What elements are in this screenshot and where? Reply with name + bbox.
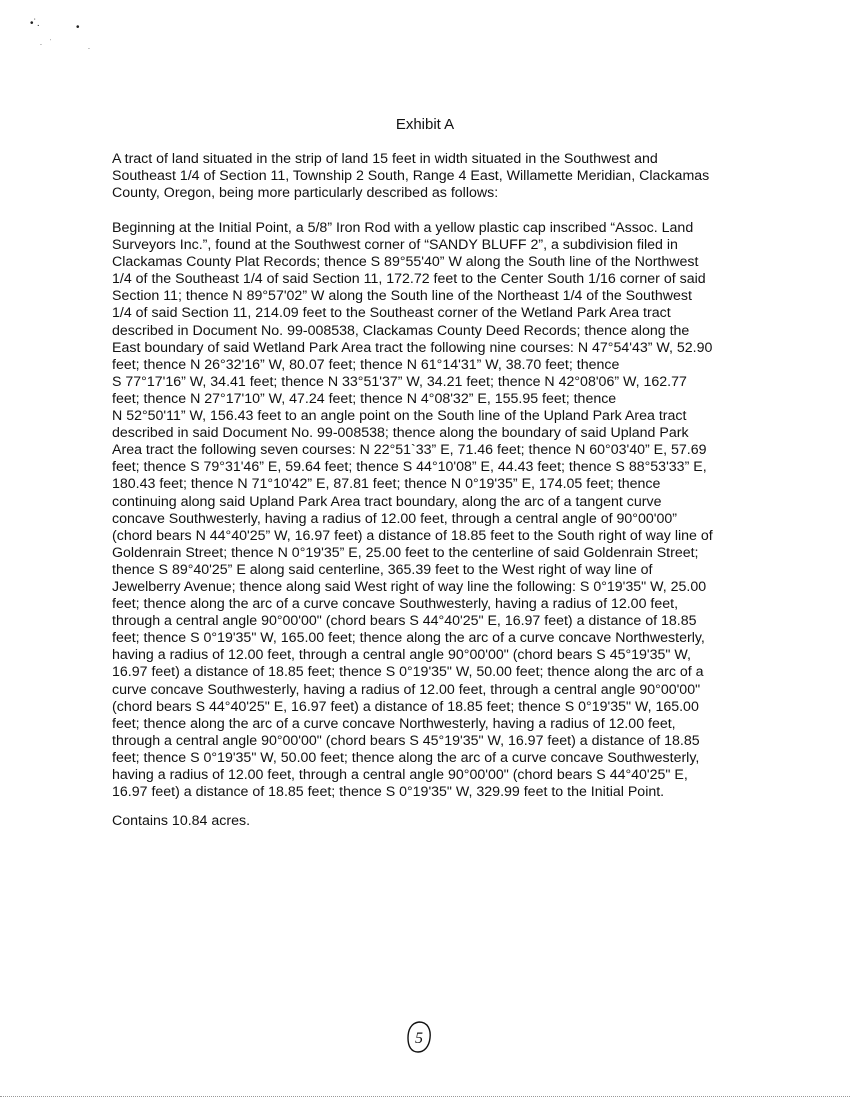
text-line: described in Document No. 99-008538, Clackamas County Deed Records; thence along the bbox=[112, 322, 690, 339]
text-line: through a central angle 90°00'00" (chord bears S 44°40'25" E, 16.97 feet) a distance of 18.85 bbox=[112, 613, 697, 630]
text-line: 180.43 feet; thence N 71°10'42” E, 87.81 feet; thence N 0°19'35” E, 174.05 feet; thence bbox=[112, 476, 661, 493]
text-line: described in said Document No. 99-008538; thence along the boundary of said Upland Park bbox=[112, 425, 689, 442]
text-line: thence S 89°40'25” E along said centerline, 365.39 feet to the West right of way line of bbox=[112, 561, 653, 578]
text-line: having a radius of 12.00 feet, through a central angle 90°00'00" (chord bears S 44°40'25" E, bbox=[112, 767, 688, 783]
text-line: Jewelberry Avenue; thence along said West right of way line the following: S 0°19'35" W, 25.00 bbox=[112, 578, 707, 595]
scan-artifact: . bbox=[88, 44, 90, 51]
intro-paragraph bbox=[112, 151, 737, 202]
scan-artifact: . ˙ bbox=[40, 40, 53, 47]
scan-artifact: •˙. bbox=[30, 18, 40, 29]
text-line: Beginning at the Initial Point, a 5/8” Iron Rod with a yellow plastic cap inscribed “Assoc. Land bbox=[112, 220, 694, 236]
text-line: Southeast 1/4 of Section 11, Township 2 South, Range 4 East, Willamette Meridian, Clackamas bbox=[112, 168, 710, 185]
text-line: S 77°17'16” W, 34.41 feet; thence N 33°51'37” W, 34.21 feet; thence N 42°08'06” W, 162.77 bbox=[112, 373, 687, 390]
text-line: feet; thence S 0°19'35" W, 50.00 feet; thence along the arc of a curve concave Southwesterly, bbox=[112, 749, 700, 766]
text-line: Section 11; thence N 89°57'02” W along the South line of the Northeast 1/4 of the Southwest bbox=[112, 288, 692, 305]
text-line: feet; thence S 79°31'46” E, 59.64 feet; thence S 44°10'08” E, 44.43 feet; thence S 88°53'33” E, bbox=[112, 459, 707, 476]
circle-mark-icon bbox=[406, 1020, 432, 1054]
acreage-paragraph bbox=[112, 813, 737, 830]
text-line: feet; thence along the arc of a curve concave Southwesterly, having a radius of 12.00 feet, bbox=[112, 596, 679, 613]
text-line: continuing along said Upland Park Area tract boundary, along the arc of a tangent curve bbox=[112, 493, 662, 510]
text-line: feet; thence N 26°32'16” W, 80.07 feet; thence N 61°14'31” W, 38.70 feet; thence bbox=[112, 356, 620, 373]
text-line: A tract of land situated in the strip of land 15 feet in width situated in the Southwest and bbox=[112, 151, 658, 167]
text-line: (chord bears N 44°40'25” W, 16.97 feet) a distance of 18.85 feet to the South right of way line of bbox=[112, 527, 713, 544]
text-line: Surveyors Inc.”, found at the Southwest corner of “SANDY BLUFF 2”, a subdivision filed in bbox=[112, 237, 678, 254]
text-line: having a radius of 12.00 feet, through a central angle 90°00'00" (chord bears S 45°19'35" W, bbox=[112, 647, 691, 664]
text-line: feet; thence along the arc of a curve concave Northwesterly, having a radius of 12.00 feet, bbox=[112, 715, 676, 732]
text-line: Goldenrain Street; thence N 0°19'35” E, 25.00 feet to the centerline of said Goldenrain Street; bbox=[112, 544, 699, 561]
text-line: through a central angle 90°00'00" (chord bears S 45°19'35" W, 16.97 feet) a distance of 18.85 bbox=[112, 732, 700, 749]
text-line: 1/4 of the Southeast 1/4 of said Section 11, 172.72 feet to the Center South 1/16 corner of said bbox=[112, 271, 706, 288]
text-line: concave Southwesterly, having a radius of 12.00 feet, through a central angle of 90°00'00” bbox=[112, 510, 677, 527]
text-line: feet; thence S 0°19'35" W, 165.00 feet; thence along the arc of a curve concave Northwesterly, bbox=[112, 630, 705, 647]
text-line: (chord bears S 44°40'25" E, 16.97 feet) a distance of 18.85 feet; thence S 0°19'35" W, 165.00 bbox=[112, 698, 699, 715]
text-line: Clackamas County Plat Records; thence S 89°55'40” W along the South line of the Northwest bbox=[112, 254, 699, 271]
text-line: 16.97 feet) a distance of 18.85 feet; thence S 0°19'35" W, 329.99 feet to the Initial Point. bbox=[112, 784, 665, 801]
text-line: N 52°50'11” W, 156.43 feet to an angle point on the South line of the Upland Park Area tract bbox=[112, 408, 687, 425]
handwritten-page-number bbox=[406, 1020, 432, 1054]
text-line: East boundary of said Wetland Park Area tract the following nine courses: N 47°54'43” W, 52.90 bbox=[112, 339, 713, 356]
text-line: 1/4 of said Section 11, 214.09 feet to the Southeast corner of the Wetland Park Area tract bbox=[112, 305, 671, 322]
bottom-edge-rule bbox=[0, 1096, 850, 1097]
legal-description-paragraph bbox=[112, 220, 737, 801]
text-line: 16.97 feet) a distance of 18.85 feet; thence S 0°19'35" W, 50.00 feet; thence along the arc of a bbox=[112, 664, 704, 681]
page-number-text: 5 bbox=[415, 1030, 423, 1047]
text-line: Contains 10.84 acres. bbox=[112, 813, 251, 829]
document-title: Exhibit A bbox=[395, 116, 455, 133]
text-line: curve concave Southwesterly, having a radius of 12.00 feet, through a central angle 90°00'00" bbox=[112, 681, 701, 698]
text-line: feet; thence N 27°17'10” W, 47.24 feet; thence N 4°08'32” E, 155.95 feet; thence bbox=[112, 390, 617, 407]
scan-artifact: • bbox=[76, 22, 80, 33]
text-line: County, Oregon, being more particularly described as follows: bbox=[112, 185, 499, 202]
text-line: Area tract the following seven courses: N 22°51`33” E, 71.46 feet; thence N 60°03'40” E, 57.69 bbox=[112, 442, 707, 459]
